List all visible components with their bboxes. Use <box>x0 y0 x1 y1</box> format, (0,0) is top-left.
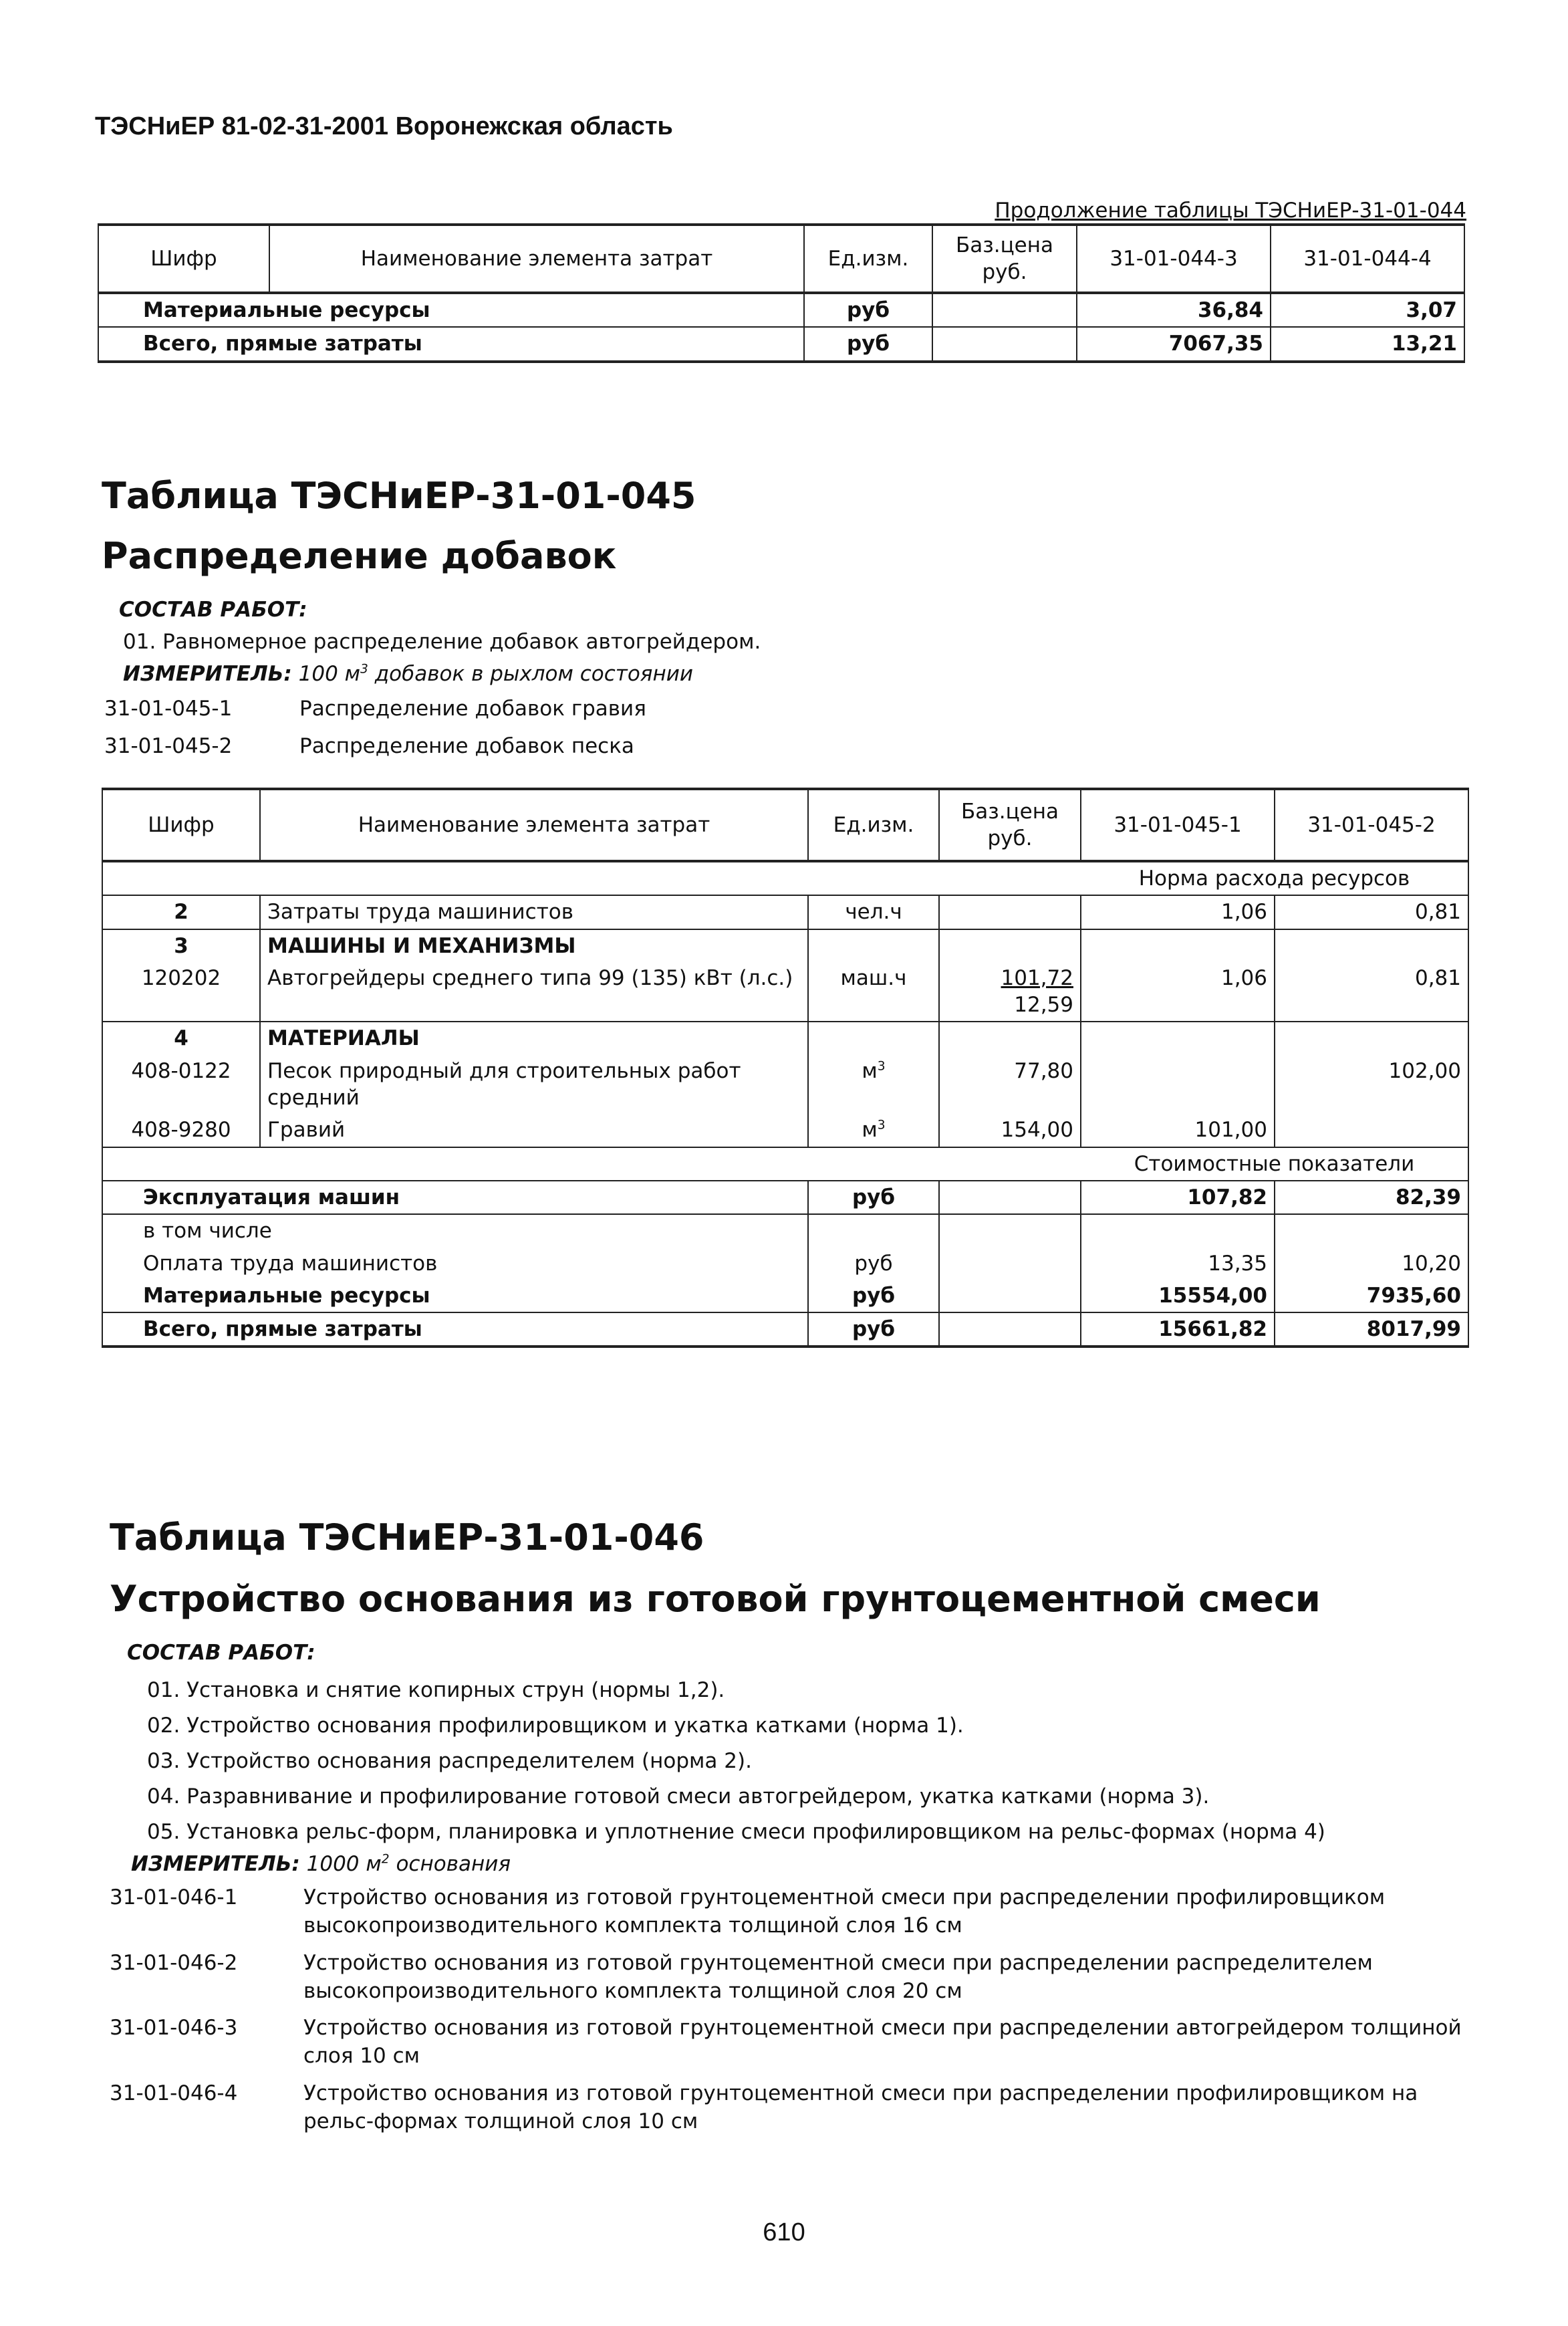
row-value-2: 13,21 <box>1271 327 1464 361</box>
running-head: ТЭСНиЕР 81-02-31-2001 Воронежская область <box>95 112 673 140</box>
norm-code: 31-01-045-1 <box>104 697 233 721</box>
table-row <box>102 929 1468 962</box>
page-number: 610 <box>763 2218 805 2246</box>
header-unit: Ед.изм. <box>808 789 939 861</box>
meter-sup: 3 <box>360 662 368 677</box>
table-046-title: Таблица ТЭСНиЕР-31-01-046 <box>110 1516 704 1558</box>
row-value-2: 0,81 <box>1275 962 1468 1022</box>
row-unit: $м^3$ <box>808 1114 939 1147</box>
cost-value-2: 7935,60 <box>1275 1280 1468 1312</box>
table-045-title: Таблица ТЭСНиЕР-31-01-045 <box>102 475 696 517</box>
row-price <box>939 962 1081 1022</box>
cost-name: Оплата труда машинистов <box>102 1248 808 1280</box>
norm-item <box>110 2014 1466 2071</box>
cost-value-1: 107,82 <box>1081 1181 1275 1214</box>
header-norm-1: 31-01-045-1 <box>1081 789 1275 861</box>
meter-value: 1000 м <box>306 1852 382 1876</box>
row-unit: $м^3$ <box>808 1055 939 1115</box>
header-price: Баз.цена руб. <box>932 225 1077 293</box>
row-price: 154,00 <box>939 1114 1081 1147</box>
table-row <box>102 1022 1468 1054</box>
cost-name: Эксплуатация машин <box>102 1181 808 1214</box>
table-row <box>102 895 1468 929</box>
row-value-1: 101,00 <box>1081 1114 1275 1147</box>
row-code: 120202 <box>102 962 260 1022</box>
work-item: 03. Устройство основания распределителем (норма 2). <box>147 1749 752 1773</box>
table-row <box>102 962 1468 1022</box>
table-row <box>102 1214 1468 1247</box>
row-price <box>932 327 1077 361</box>
table-row <box>98 293 1464 327</box>
row-name: МАТЕРИАЛЫ <box>260 1022 808 1054</box>
work-item: 05. Установка рельс-форм, планировка и уплотнение смеси профилировщиком на рельс-формах (норма 4) <box>147 1820 1325 1844</box>
work-composition-label: СОСТАВ РАБОТ: <box>119 598 307 622</box>
cost-value-1: 15554,00 <box>1081 1280 1275 1312</box>
norm-desc: Устройство основания из готовой грунтоцементной смеси при распределении профилировщиком на рельс-формах толщиной слоя 10 см <box>303 2081 1418 2133</box>
row-name: Песок природный для строительных работ средний <box>260 1055 808 1115</box>
norm-item <box>110 2080 1466 2136</box>
row-value-2: 3,07 <box>1271 293 1464 327</box>
cost-unit: руб <box>808 1280 939 1312</box>
row-unit: руб <box>804 293 932 327</box>
header-name: Наименование элемента затрат <box>269 225 804 293</box>
cost-name: Всего, прямые затраты <box>102 1312 808 1347</box>
norm-item <box>110 1884 1466 1940</box>
meter-label: ИЗМЕРИТЕЛЬ: <box>131 1852 300 1876</box>
row-value-1 <box>1081 1055 1275 1115</box>
norm-list <box>110 1884 1466 2136</box>
header-norm-2: 31-01-044-4 <box>1271 225 1464 293</box>
table-row <box>98 327 1464 361</box>
table-row <box>102 1312 1468 1347</box>
table-row <box>102 1181 1468 1214</box>
cost-value-1: 13,35 <box>1081 1248 1275 1280</box>
cost-value-1: 15661,82 <box>1081 1312 1275 1347</box>
norm-desc: Устройство основания из готовой грунтоцементной смеси при распределении автогрейдером толщиной слоя 10 см <box>303 2016 1462 2069</box>
norm-item <box>104 733 1374 761</box>
work-item: 02. Устройство основания профилировщиком и укатка катками (норма 1). <box>147 1714 964 1738</box>
row-name: Всего, прямые затраты <box>98 327 804 361</box>
table-continuation-caption: Продолжение таблицы ТЭСНиЕР-31-01-044 <box>995 199 1466 223</box>
table-045-subtitle: Распределение добавок <box>102 535 617 577</box>
row-code: 2 <box>102 895 260 929</box>
row-value-2: 102,00 <box>1275 1055 1468 1115</box>
header-norm-2: 31-01-045-2 <box>1275 789 1468 861</box>
cost-unit: руб <box>808 1248 939 1280</box>
work-list <box>147 1673 1484 1850</box>
work-item: 01. Равномерное распределение добавок автогрейдером. <box>123 630 761 654</box>
row-price <box>932 293 1077 327</box>
row-code: 4 <box>102 1022 260 1054</box>
header-code: Шифр <box>102 789 260 861</box>
cost-caption: Стоимостные показатели <box>1081 1147 1468 1181</box>
norm-code: 31-01-046-1 <box>110 1885 238 1909</box>
table-044 <box>98 223 1465 363</box>
row-code: 408-9280 <box>102 1114 260 1147</box>
cost-unit: руб <box>808 1181 939 1214</box>
table-row <box>102 1055 1468 1115</box>
row-name: Гравий <box>260 1114 808 1147</box>
row-name: Материальные ресурсы <box>98 293 804 327</box>
meter-rest: основания <box>389 1852 511 1876</box>
row-code: 3 <box>102 929 260 962</box>
table-row <box>102 1280 1468 1312</box>
meter-line <box>131 1852 511 1876</box>
row-unit: чел.ч <box>808 895 939 929</box>
norm-desc: Устройство основания из готовой грунтоцементной смеси при распределении профилировщиком высокопроизводительного комплекта толщиной слоя 16 см <box>303 1885 1386 1938</box>
row-value-2: 0,81 <box>1275 895 1468 929</box>
norm-item <box>104 695 1374 723</box>
cost-value-2: 82,39 <box>1275 1181 1468 1214</box>
cost-value-2: 10,20 <box>1275 1248 1468 1280</box>
norm-caption: Норма расхода ресурсов <box>1081 861 1468 895</box>
row-price-main: 101,72 <box>1001 965 1073 990</box>
meter-sup: 2 <box>381 1852 390 1867</box>
row-price: 77,80 <box>939 1055 1081 1115</box>
header-price: Баз.цена руб. <box>939 789 1081 861</box>
meter-value: 100 м <box>298 662 361 686</box>
row-unit: маш.ч <box>808 962 939 1022</box>
work-item: 04. Разравнивание и профилирование готовой смеси автогрейдером, укатка катками (норма 3). <box>147 1784 1210 1809</box>
norm-desc: Распределение добавок гравия <box>299 697 646 721</box>
row-value-1: 1,06 <box>1081 962 1275 1022</box>
norm-code: 31-01-046-4 <box>110 2081 238 2106</box>
cost-value-2: 8017,99 <box>1275 1312 1468 1347</box>
norm-code: 31-01-045-2 <box>104 733 233 758</box>
row-price <box>939 895 1081 929</box>
header-name: Наименование элемента затрат <box>260 789 808 861</box>
meter-label: ИЗМЕРИТЕЛЬ: <box>123 662 292 686</box>
norm-code: 31-01-046-3 <box>110 2016 238 2041</box>
row-code: 408-0122 <box>102 1055 260 1115</box>
row-name: МАШИНЫ И МЕХАНИЗМЫ <box>260 929 808 962</box>
table-row <box>102 1114 1468 1147</box>
cost-name: Материальные ресурсы <box>102 1280 808 1312</box>
meter-line <box>123 662 693 686</box>
norm-list <box>104 695 1374 761</box>
row-name: Автогрейдеры среднего типа 99 (135) кВт (л.с.) <box>260 962 808 1022</box>
work-composition-label: СОСТАВ РАБОТ: <box>127 1641 315 1665</box>
row-name: Затраты труда машинистов <box>260 895 808 929</box>
norm-desc: Устройство основания из готовой грунтоцементной смеси при распределении распределителем высокопроизводительного комплекта толщиной слоя 20 см <box>303 1950 1373 2003</box>
table-row <box>102 1248 1468 1280</box>
table-046-subtitle: Устройство основания из готовой грунтоцементной смеси <box>110 1578 1321 1620</box>
row-unit: руб <box>804 327 932 361</box>
header-norm-1: 31-01-044-3 <box>1077 225 1271 293</box>
row-value-2 <box>1275 1114 1468 1147</box>
header-code: Шифр <box>98 225 269 293</box>
row-value-1: 36,84 <box>1077 293 1271 327</box>
norm-item <box>110 1950 1466 2006</box>
row-price-sub: 12,59 <box>1014 993 1073 1018</box>
cost-unit: руб <box>808 1312 939 1347</box>
header-unit: Ед.изм. <box>804 225 932 293</box>
row-value-1: 1,06 <box>1081 895 1275 929</box>
work-item: 01. Установка и снятие копирных струн (нормы 1,2). <box>147 1678 725 1702</box>
table-045 <box>102 788 1469 1348</box>
norm-desc: Распределение добавок песка <box>299 733 634 758</box>
cost-name: в том числе <box>102 1214 808 1247</box>
meter-rest: добавок в рыхлом состоянии <box>368 662 694 686</box>
row-value-1: 7067,35 <box>1077 327 1271 361</box>
norm-code: 31-01-046-2 <box>110 1950 238 1975</box>
